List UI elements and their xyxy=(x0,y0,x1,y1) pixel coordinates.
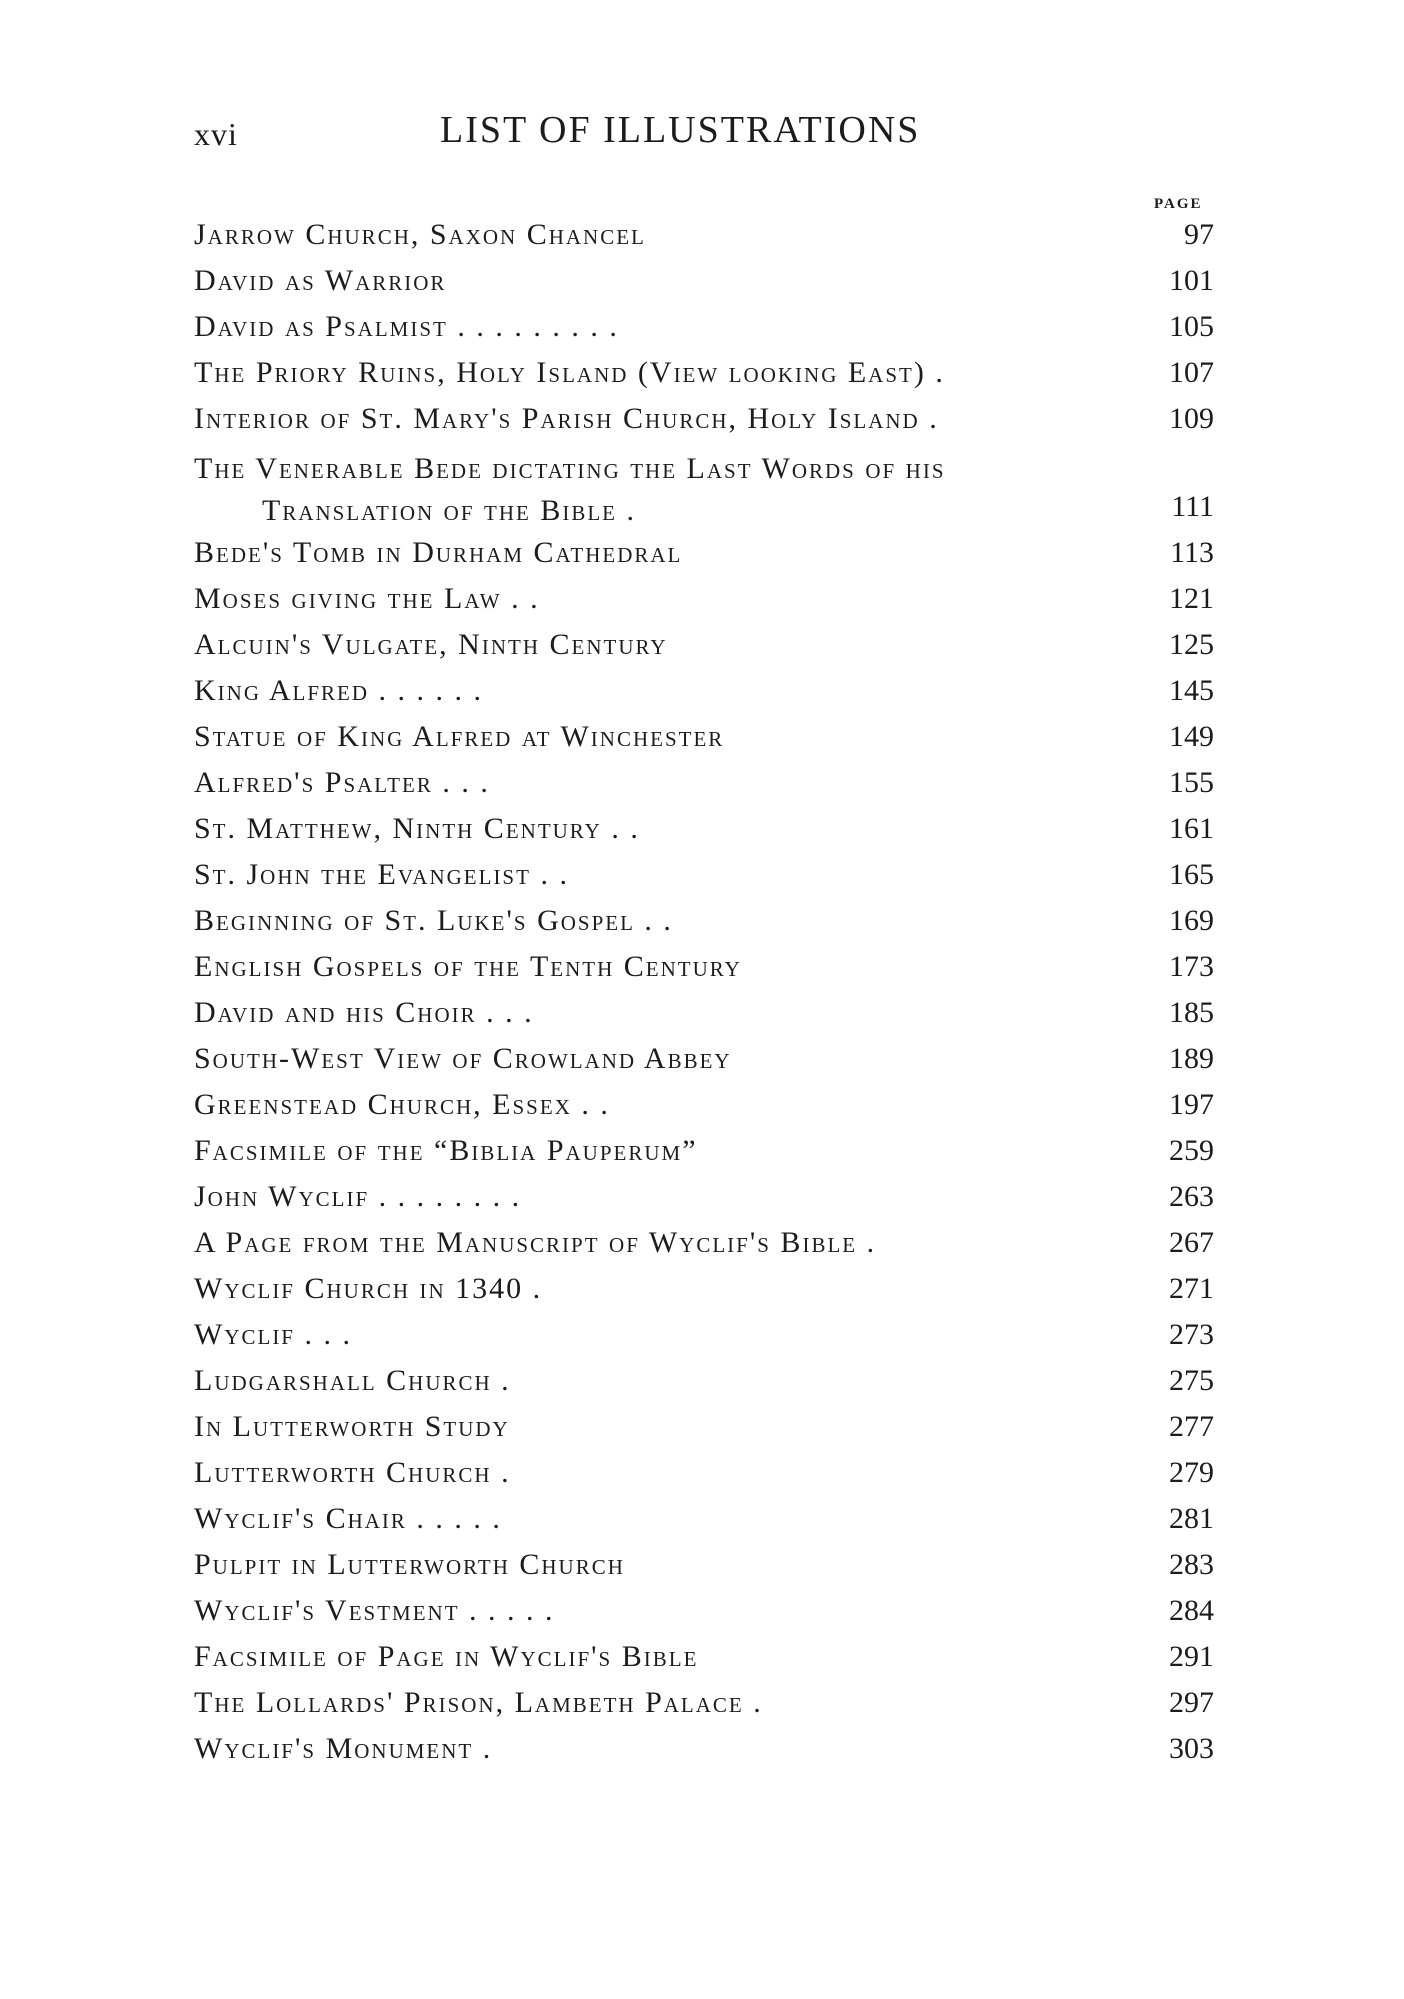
page-number: 169 xyxy=(1169,904,1214,937)
illustration-title-text: King Alfred . . . . . . xyxy=(194,674,484,707)
illustration-title-text: Statue of King Alfred at Winchester xyxy=(194,720,725,753)
illustration-title-text: Wyclif . . . xyxy=(194,1318,352,1351)
illustration-title-text: Beginning of St. Luke's Gospel . . xyxy=(194,904,673,937)
illustration-title xyxy=(194,448,1114,532)
illustration-title-text: St. Matthew, Ninth Century . . xyxy=(194,812,640,845)
page-number: 275 xyxy=(1169,1364,1214,1397)
list-item xyxy=(194,668,1214,714)
illustration-title xyxy=(194,310,1114,344)
illustration-title-text: Moses giving the Law . . xyxy=(194,582,540,615)
page-number: 297 xyxy=(1169,1686,1214,1719)
illustration-title xyxy=(194,1088,1114,1122)
illustration-title-text: A Page from the Manuscript of Wyclif's Bible . xyxy=(194,1226,877,1259)
illustration-title-text: South-West View of Crowland Abbey xyxy=(194,1042,732,1075)
list-item xyxy=(194,1266,1214,1312)
list-item xyxy=(194,714,1214,760)
illustration-title-text: Wyclif's Vestment . . . . . xyxy=(194,1594,555,1627)
page-number: 279 xyxy=(1169,1456,1214,1489)
illustration-title xyxy=(194,1134,1114,1168)
illustration-title-text: Alfred's Psalter . . . xyxy=(194,766,490,799)
illustration-title xyxy=(194,264,1114,298)
list-item xyxy=(194,1588,1214,1634)
page-number: 145 xyxy=(1169,674,1214,707)
illustration-title xyxy=(194,1686,1114,1720)
list-item xyxy=(194,396,1214,442)
list-item xyxy=(194,258,1214,304)
list-item xyxy=(194,304,1214,350)
illustration-title xyxy=(194,1318,1114,1352)
illustration-title xyxy=(194,1364,1114,1398)
illustration-title-text: St. John the Evangelist . . xyxy=(194,858,569,891)
illustration-title-continuation: Translation of the Bible . xyxy=(262,494,636,527)
page-number: 111 xyxy=(1171,490,1214,523)
list-item xyxy=(194,1634,1214,1680)
illustration-title xyxy=(194,950,1114,984)
illustration-title xyxy=(194,812,1114,846)
list-item xyxy=(194,442,1214,530)
illustration-title xyxy=(194,1410,1114,1444)
page-number: 189 xyxy=(1169,1042,1214,1075)
list-item xyxy=(194,1450,1214,1496)
running-head xyxy=(194,108,1214,162)
page-number: 259 xyxy=(1169,1134,1214,1167)
illustration-title-text: Bede's Tomb in Durham Cathedral xyxy=(194,536,683,569)
list-item xyxy=(194,1312,1214,1358)
page-number: 121 xyxy=(1169,582,1214,615)
page-number: 149 xyxy=(1169,720,1214,753)
page-number: 281 xyxy=(1169,1502,1214,1535)
page-number: 197 xyxy=(1169,1088,1214,1121)
page-number: 107 xyxy=(1169,356,1214,389)
illustration-title-text: The Lollards' Prison, Lambeth Palace . xyxy=(194,1686,763,1719)
page-number: 267 xyxy=(1169,1226,1214,1259)
list-item xyxy=(194,898,1214,944)
illustration-title xyxy=(194,858,1114,892)
illustration-title xyxy=(194,628,1114,662)
page-number: 273 xyxy=(1169,1318,1214,1351)
list-item xyxy=(194,1404,1214,1450)
illustration-title xyxy=(194,1226,1114,1260)
page-number: 97 xyxy=(1184,218,1214,251)
illustration-title-text: Interior of St. Mary's Parish Church, Holy Island . xyxy=(194,402,939,435)
illustration-title-text: English Gospels of the Tenth Century xyxy=(194,950,742,983)
page-number: 161 xyxy=(1169,812,1214,845)
illustration-title-text: Lutterworth Church . xyxy=(194,1456,511,1489)
illustration-title xyxy=(194,402,1114,436)
list-item xyxy=(194,576,1214,622)
page-number: 113 xyxy=(1170,536,1214,569)
list-item xyxy=(194,1496,1214,1542)
illustrations-list xyxy=(194,212,1214,1772)
illustration-title xyxy=(194,996,1114,1030)
page-folio: xvi xyxy=(194,116,238,152)
illustration-title-text: David as Warrior xyxy=(194,264,447,297)
list-item xyxy=(194,1680,1214,1726)
list-item xyxy=(194,1174,1214,1220)
illustration-title xyxy=(194,1042,1114,1076)
illustration-title-text: Facsimile of Page in Wyclif's Bible xyxy=(194,1640,699,1673)
list-item xyxy=(194,1358,1214,1404)
illustration-title-text: Wyclif's Chair . . . . . xyxy=(194,1502,502,1535)
illustration-title xyxy=(194,674,1114,708)
illustration-title xyxy=(194,536,1114,570)
page-number: 101 xyxy=(1169,264,1214,297)
illustration-title xyxy=(194,1640,1114,1674)
illustration-title xyxy=(194,1502,1114,1536)
illustration-title xyxy=(194,720,1114,754)
page-number: 165 xyxy=(1169,858,1214,891)
list-item xyxy=(194,1542,1214,1588)
page-title: LIST OF ILLUSTRATIONS xyxy=(440,109,921,151)
illustration-title-text: Alcuin's Vulgate, Ninth Century xyxy=(194,628,668,661)
page-number: 263 xyxy=(1169,1180,1214,1213)
illustration-title-text: Ludgarshall Church . xyxy=(194,1364,511,1397)
page-number: 155 xyxy=(1169,766,1214,799)
illustration-title xyxy=(194,1732,1114,1766)
illustration-title-text: Greenstead Church, Essex . . xyxy=(194,1088,610,1121)
page-number: 125 xyxy=(1169,628,1214,661)
list-item xyxy=(194,530,1214,576)
illustration-title-text: Wyclif Church in 1340 . xyxy=(194,1272,543,1305)
illustration-title xyxy=(194,356,1114,390)
page-number: 185 xyxy=(1169,996,1214,1029)
page-number: 105 xyxy=(1169,310,1214,343)
illustration-title-text: Jarrow Church, Saxon Chancel xyxy=(194,218,646,251)
list-item xyxy=(194,350,1214,396)
illustration-title-text: David as Psalmist . . . . . . . . . xyxy=(194,310,619,343)
illustration-title xyxy=(194,1180,1114,1214)
list-item xyxy=(194,944,1214,990)
list-item xyxy=(194,1036,1214,1082)
illustration-title-text: Wyclif's Monument . xyxy=(194,1732,493,1765)
illustration-title-text: In Lutterworth Study xyxy=(194,1410,510,1443)
illustration-title-text: The Venerable Bede dictating the Last Words of his xyxy=(194,452,946,485)
list-item xyxy=(194,760,1214,806)
list-item xyxy=(194,1082,1214,1128)
illustration-title xyxy=(194,582,1114,616)
list-item xyxy=(194,990,1214,1036)
page-number: 109 xyxy=(1169,402,1214,435)
illustration-title xyxy=(194,1456,1114,1490)
illustration-title-text: Pulpit in Lutterworth Church xyxy=(194,1548,625,1581)
list-item xyxy=(194,622,1214,668)
list-item xyxy=(194,852,1214,898)
illustration-title-text: John Wyclif . . . . . . . . xyxy=(194,1180,522,1213)
illustration-title xyxy=(194,1594,1114,1628)
illustration-title xyxy=(194,218,1114,252)
page-number: 303 xyxy=(1169,1732,1214,1765)
list-item xyxy=(194,1220,1214,1266)
illustration-title xyxy=(194,1272,1114,1306)
page-number: 173 xyxy=(1169,950,1214,983)
page-number: 283 xyxy=(1169,1548,1214,1581)
illustration-title-text: David and his Choir . . . xyxy=(194,996,534,1029)
list-item xyxy=(194,1128,1214,1174)
list-item xyxy=(194,1726,1214,1772)
page-number: 284 xyxy=(1169,1594,1214,1627)
page-column-label: PAGE xyxy=(1154,196,1203,212)
page-number: 271 xyxy=(1169,1272,1214,1305)
illustration-title xyxy=(194,904,1114,938)
page-number: 277 xyxy=(1169,1410,1214,1443)
illustration-title xyxy=(194,766,1114,800)
list-item xyxy=(194,806,1214,852)
list-item xyxy=(194,212,1214,258)
page-number: 291 xyxy=(1169,1640,1214,1673)
illustration-title-text: The Priory Ruins, Holy Island (View looking East) . xyxy=(194,356,945,389)
illustration-title-text: Facsimile of the “Biblia Pauperum” xyxy=(194,1134,698,1167)
illustration-title xyxy=(194,1548,1114,1582)
